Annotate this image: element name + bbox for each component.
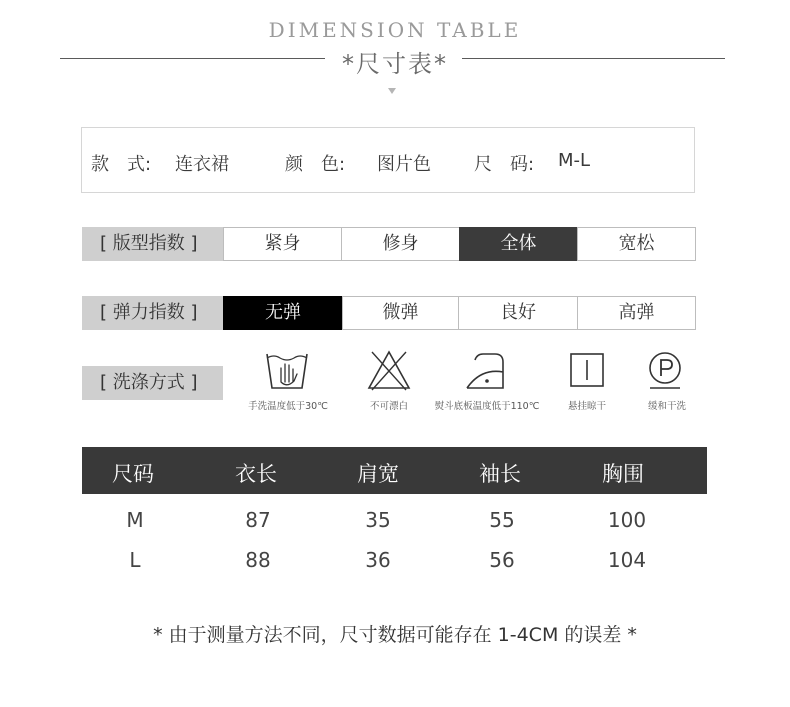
hand-wash-icon [262, 348, 312, 392]
table-header-chest: 胸围 [602, 462, 644, 486]
fit-option-loose: 宽松 [577, 227, 696, 261]
table-header-sleeve: 袖长 [479, 462, 521, 486]
table-header-shoulder: 肩宽 [357, 462, 399, 486]
style-value: 连衣裙 [175, 154, 229, 175]
iron-icon [461, 348, 511, 392]
elasticity-index-label: [ 弹力指数 ] [82, 296, 223, 330]
size-value: M-L [558, 150, 591, 171]
triangle-down-icon [388, 88, 396, 94]
chinese-title: *尺寸表* [342, 50, 448, 78]
table-cell: 104 [607, 548, 647, 572]
color-label: 颜 色: [285, 154, 346, 175]
color-value: 图片色 [377, 154, 431, 175]
elasticity-option-high: 高弹 [577, 296, 696, 330]
care-method-label: [ 洗涤方式 ] [82, 366, 223, 400]
measurement-note: * 由于测量方法不同，尺寸数据可能存在 1-4CM 的误差 * [153, 624, 637, 646]
elasticity-option-good: 良好 [458, 296, 578, 330]
fit-option-tight: 紧身 [223, 227, 342, 261]
table-cell: M [126, 508, 144, 532]
dry-clean-icon [640, 348, 690, 392]
size-label: 尺 码: [474, 154, 535, 175]
table-cell: 55 [489, 508, 515, 532]
table-header-size: 尺码 [112, 462, 154, 486]
iron-caption: 熨斗底板温度低于110℃ [434, 401, 540, 412]
fit-index-label: [ 版型指数 ] [82, 227, 223, 261]
elasticity-option-slight: 微弹 [342, 296, 459, 330]
table-cell: 36 [365, 548, 391, 572]
elasticity-option-none-selected: 无弹 [223, 296, 343, 330]
table-cell: 56 [489, 548, 515, 572]
fit-option-slim: 修身 [341, 227, 460, 261]
english-title: DIMENSION TABLE [268, 18, 522, 42]
hang-dry-caption: 悬挂晾干 [567, 401, 606, 412]
hand-wash-caption: 手洗温度低于30℃ [248, 401, 328, 412]
table-cell: 100 [607, 508, 647, 532]
dry-clean-caption: 缓和干洗 [647, 401, 686, 412]
table-cell: 87 [245, 508, 271, 532]
table-cell: 88 [245, 548, 271, 572]
hang-dry-icon [562, 348, 612, 392]
table-cell: L [129, 548, 141, 572]
fit-option-regular-selected: 全体 [459, 227, 578, 261]
table-cell: 35 [365, 508, 391, 532]
no-bleach-caption: 不可漂白 [369, 401, 408, 412]
no-bleach-icon [364, 348, 414, 392]
table-header-length: 衣长 [235, 462, 277, 486]
style-label: 款 式: [91, 154, 152, 175]
